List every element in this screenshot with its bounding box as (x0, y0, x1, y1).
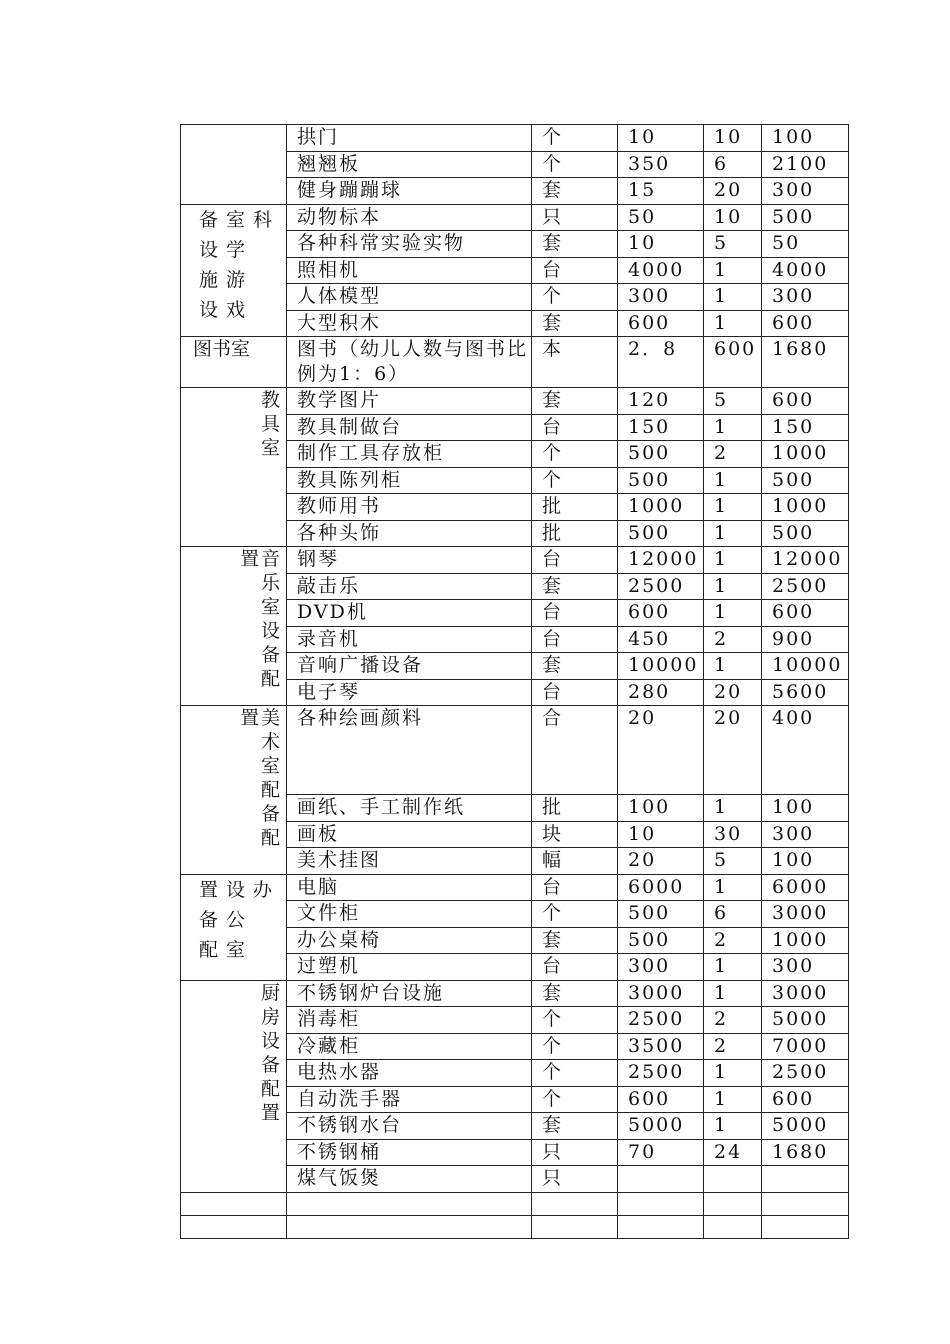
table-row (181, 874, 849, 901)
item-unit: 个 (532, 1033, 618, 1060)
item-price: 300 (618, 284, 704, 311)
item-price: 2500 (618, 1060, 704, 1087)
empty-cell (532, 1215, 618, 1238)
item-unit: 台 (532, 257, 618, 284)
item-total: 150 (762, 414, 849, 441)
item-unit: 套 (532, 231, 618, 258)
item-name: DVD机 (287, 600, 532, 627)
item-unit: 本 (532, 337, 618, 388)
category-kitchen (181, 980, 287, 1192)
item-total: 500 (762, 467, 849, 494)
item-unit: 套 (532, 653, 618, 680)
item-name: 消毒柜 (287, 1007, 532, 1034)
item-name: 敲击乐 (287, 573, 532, 600)
category-library: 图书室 (181, 337, 287, 388)
item-price: 3500 (618, 1033, 704, 1060)
item-unit: 批 (532, 795, 618, 822)
item-qty: 600 (704, 337, 762, 388)
item-unit: 个 (532, 901, 618, 928)
empty-row (181, 1192, 849, 1215)
item-qty: 20 (704, 679, 762, 706)
item-price: 70 (618, 1139, 704, 1166)
item-name: 教学图片 (287, 388, 532, 415)
table-row (181, 706, 849, 795)
item-name: 电脑 (287, 874, 532, 901)
item-unit: 个 (532, 1086, 618, 1113)
item-unit: 个 (532, 1060, 618, 1087)
item-total: 3000 (762, 980, 849, 1007)
item-unit: 个 (532, 284, 618, 311)
item-price: 10000 (618, 653, 704, 680)
item-price: 12000 (618, 547, 704, 574)
item-name: 教具陈列柜 (287, 467, 532, 494)
item-name: 不锈钢桶 (287, 1139, 532, 1166)
item-price: 500 (618, 901, 704, 928)
item-total: 600 (762, 600, 849, 627)
item-name: 健身蹦蹦球 (287, 178, 532, 205)
item-name: 翘翘板 (287, 151, 532, 178)
item-total: 600 (762, 310, 849, 337)
item-name: 大型积木 (287, 310, 532, 337)
item-name: 画板 (287, 821, 532, 848)
category-label: 音乐室设备配 (260, 548, 280, 690)
item-qty: 20 (704, 706, 762, 795)
item-qty: 1 (704, 494, 762, 521)
item-unit: 台 (532, 626, 618, 653)
item-price: 20 (618, 848, 704, 875)
item-name: 文件柜 (287, 901, 532, 928)
equipment-table (180, 124, 849, 1239)
item-price: 10 (618, 125, 704, 152)
item-total: 2500 (762, 573, 849, 600)
empty-row (181, 1215, 849, 1238)
item-qty: 1 (704, 257, 762, 284)
item-total: 500 (762, 204, 849, 231)
item-name: 各种头饰 (287, 520, 532, 547)
item-total: 5000 (762, 1007, 849, 1034)
item-unit: 个 (532, 1007, 618, 1034)
item-qty: 1 (704, 600, 762, 627)
empty-cell (618, 1192, 704, 1215)
item-total: 300 (762, 178, 849, 205)
empty-cell (762, 1215, 849, 1238)
item-name: 人体模型 (287, 284, 532, 311)
item-total: 600 (762, 1086, 849, 1113)
item-name: 教具制做台 (287, 414, 532, 441)
item-qty: 1 (704, 547, 762, 574)
item-name: 自动洗手器 (287, 1086, 532, 1113)
item-price: 10 (618, 821, 704, 848)
item-price: 300 (618, 954, 704, 981)
item-total: 1000 (762, 441, 849, 468)
item-price: 500 (618, 441, 704, 468)
item-unit: 台 (532, 874, 618, 901)
item-name: 各种科常实验实物 (287, 231, 532, 258)
item-qty: 1 (704, 284, 762, 311)
item-qty: 2 (704, 626, 762, 653)
item-name: 电热水器 (287, 1060, 532, 1087)
item-price: 3000 (618, 980, 704, 1007)
item-unit: 个 (532, 151, 618, 178)
item-price: 100 (618, 795, 704, 822)
item-qty: 5 (704, 388, 762, 415)
item-qty: 10 (704, 125, 762, 152)
item-qty: 1 (704, 795, 762, 822)
item-qty: 2 (704, 441, 762, 468)
item-qty: 6 (704, 901, 762, 928)
item-unit: 台 (532, 679, 618, 706)
item-qty: 20 (704, 178, 762, 205)
item-total: 900 (762, 626, 849, 653)
item-name: 照相机 (287, 257, 532, 284)
item-name: 电子琴 (287, 679, 532, 706)
item-qty: 1 (704, 874, 762, 901)
item-name: 煤气饭煲 (287, 1166, 532, 1193)
empty-cell (181, 1192, 287, 1215)
item-total (762, 1166, 849, 1193)
item-unit: 幅 (532, 848, 618, 875)
item-total: 100 (762, 125, 849, 152)
category-label: 教具室 (260, 389, 280, 459)
item-price: 150 (618, 414, 704, 441)
empty-cell (181, 1215, 287, 1238)
item-unit: 套 (532, 980, 618, 1007)
empty-cell (704, 1215, 762, 1238)
category-label: 备室科 设学 施游 设戏 (198, 208, 280, 321)
item-total: 4000 (762, 257, 849, 284)
item-qty: 5 (704, 848, 762, 875)
item-unit: 合 (532, 706, 618, 795)
item-qty: 1 (704, 954, 762, 981)
item-unit: 台 (532, 954, 618, 981)
item-total: 100 (762, 848, 849, 875)
item-name: 美术挂图 (287, 848, 532, 875)
item-qty: 1 (704, 1060, 762, 1087)
table-row (181, 388, 849, 415)
item-total: 3000 (762, 901, 849, 928)
item-price: 500 (618, 467, 704, 494)
category-science-room (181, 204, 287, 337)
empty-cell (704, 1192, 762, 1215)
item-total: 400 (762, 706, 849, 795)
item-unit: 个 (532, 441, 618, 468)
item-price: 450 (618, 626, 704, 653)
item-price: 6000 (618, 874, 704, 901)
item-name: 音响广播设备 (287, 653, 532, 680)
item-name: 图书（幼儿人数与图书比例为1：6） (287, 337, 532, 388)
item-price: 1000 (618, 494, 704, 521)
item-price: 500 (618, 927, 704, 954)
item-unit: 套 (532, 927, 618, 954)
item-price: 350 (618, 151, 704, 178)
item-qty: 6 (704, 151, 762, 178)
item-total: 10000 (762, 653, 849, 680)
item-total: 7000 (762, 1033, 849, 1060)
item-price (618, 1166, 704, 1193)
item-name: 办公桌椅 (287, 927, 532, 954)
category-music-room (181, 547, 287, 706)
item-price: 10 (618, 231, 704, 258)
category-label: 置设办 备公 配室 (198, 878, 280, 961)
item-total: 1680 (762, 337, 849, 388)
item-qty: 5 (704, 231, 762, 258)
item-qty: 1 (704, 467, 762, 494)
item-qty: 30 (704, 821, 762, 848)
item-total: 300 (762, 821, 849, 848)
item-name: 不锈钢炉台设施 (287, 980, 532, 1007)
item-total: 600 (762, 388, 849, 415)
item-total: 2500 (762, 1060, 849, 1087)
table-row (181, 125, 849, 152)
item-qty: 2 (704, 1007, 762, 1034)
empty-cell (532, 1192, 618, 1215)
category-teaching-aids-room (181, 388, 287, 547)
item-unit: 套 (532, 310, 618, 337)
item-unit: 个 (532, 125, 618, 152)
item-total: 1680 (762, 1139, 849, 1166)
item-qty: 1 (704, 310, 762, 337)
item-qty: 2 (704, 1033, 762, 1060)
item-name: 动物标本 (287, 204, 532, 231)
item-qty: 24 (704, 1139, 762, 1166)
item-qty (704, 1166, 762, 1193)
category-art-room (181, 706, 287, 875)
item-qty: 1 (704, 980, 762, 1007)
item-price: 500 (618, 520, 704, 547)
item-unit: 个 (532, 467, 618, 494)
item-price: 4000 (618, 257, 704, 284)
item-price: 600 (618, 600, 704, 627)
item-qty: 1 (704, 520, 762, 547)
item-total: 300 (762, 284, 849, 311)
item-total: 1000 (762, 494, 849, 521)
item-price: 20 (618, 706, 704, 795)
item-price: 600 (618, 310, 704, 337)
item-total: 12000 (762, 547, 849, 574)
item-price: 280 (618, 679, 704, 706)
empty-cell (762, 1192, 849, 1215)
category-label: 厨房设备配置 (260, 981, 280, 1124)
item-total: 500 (762, 520, 849, 547)
item-unit: 套 (532, 573, 618, 600)
item-total: 300 (762, 954, 849, 981)
category-office (181, 874, 287, 980)
empty-cell (618, 1215, 704, 1238)
item-price: 600 (618, 1086, 704, 1113)
item-total: 1000 (762, 927, 849, 954)
item-total: 5000 (762, 1113, 849, 1140)
item-name: 不锈钢水台 (287, 1113, 532, 1140)
category-label-prefix: 置 (240, 548, 260, 570)
item-price: 5000 (618, 1113, 704, 1140)
item-unit: 台 (532, 547, 618, 574)
empty-cell (287, 1215, 532, 1238)
item-unit: 只 (532, 1139, 618, 1166)
table-row (181, 337, 849, 388)
item-unit: 块 (532, 821, 618, 848)
item-qty: 1 (704, 1113, 762, 1140)
item-price: 50 (618, 204, 704, 231)
item-total: 6000 (762, 874, 849, 901)
item-price: 120 (618, 388, 704, 415)
item-unit: 批 (532, 520, 618, 547)
category-label-prefix: 置 (240, 707, 260, 729)
item-name: 钢琴 (287, 547, 532, 574)
table-row (181, 980, 849, 1007)
table-row (181, 204, 849, 231)
item-name: 冷藏柜 (287, 1033, 532, 1060)
item-total: 50 (762, 231, 849, 258)
item-price: 2．8 (618, 337, 704, 388)
item-qty: 2 (704, 927, 762, 954)
item-total: 100 (762, 795, 849, 822)
item-name: 画纸、手工制作纸 (287, 795, 532, 822)
category-label: 美术室配备配 (260, 707, 280, 849)
item-qty: 1 (704, 414, 762, 441)
item-qty: 1 (704, 1086, 762, 1113)
item-unit: 套 (532, 178, 618, 205)
item-qty: 1 (704, 653, 762, 680)
item-unit: 只 (532, 204, 618, 231)
item-name: 拱门 (287, 125, 532, 152)
table-row (181, 547, 849, 574)
item-unit: 台 (532, 414, 618, 441)
item-total: 5600 (762, 679, 849, 706)
item-unit: 台 (532, 600, 618, 627)
empty-cell (287, 1192, 532, 1215)
item-unit: 只 (532, 1166, 618, 1193)
item-unit: 套 (532, 388, 618, 415)
item-name: 过塑机 (287, 954, 532, 981)
item-price: 2500 (618, 573, 704, 600)
item-name: 各种绘画颜料 (287, 706, 532, 795)
item-name: 教师用书 (287, 494, 532, 521)
item-unit: 套 (532, 1113, 618, 1140)
item-total: 2100 (762, 151, 849, 178)
item-qty: 10 (704, 204, 762, 231)
category-outdoor (181, 125, 287, 205)
item-qty: 1 (704, 573, 762, 600)
item-name: 制作工具存放柜 (287, 441, 532, 468)
item-price: 2500 (618, 1007, 704, 1034)
item-price: 15 (618, 178, 704, 205)
item-unit: 批 (532, 494, 618, 521)
item-name: 录音机 (287, 626, 532, 653)
